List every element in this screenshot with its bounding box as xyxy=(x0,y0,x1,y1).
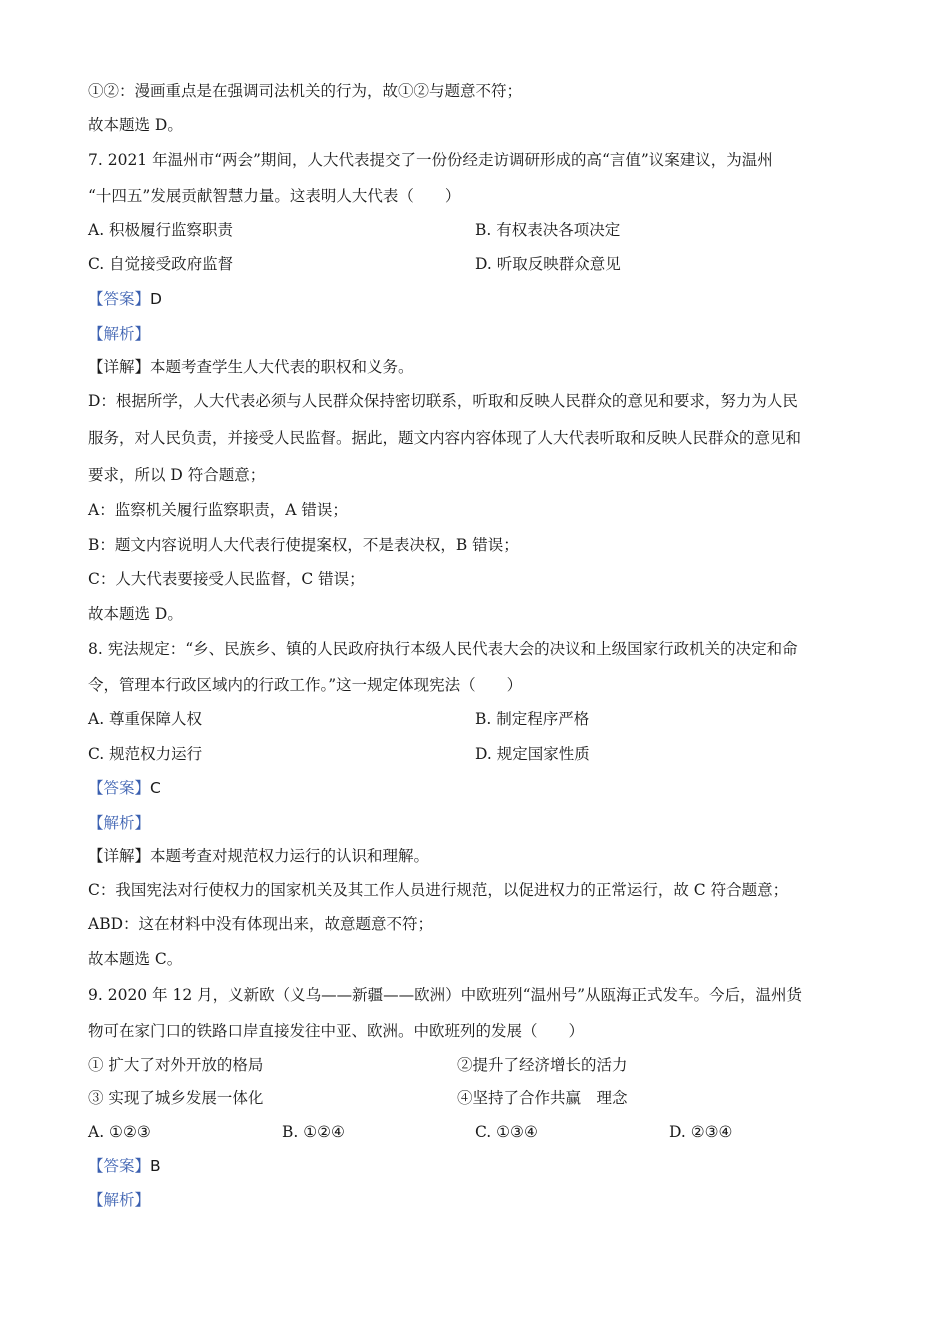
q7-option-a: A. 积极履行监察职责 xyxy=(88,221,234,239)
answer-label: 【答案】 xyxy=(88,1157,151,1175)
q6-analysis-line: ①②：漫画重点是在强调司法机关的行为，故①②与题意不符； xyxy=(88,82,523,100)
q7-analysis-line: 要求，所以 D 符合题意； xyxy=(88,466,266,484)
q6-conclusion: 故本题选 D。 xyxy=(88,116,183,134)
q8-stem-line-2: 令，管理本行政区域内的行政工作。”这一规定体现宪法（ ） xyxy=(88,676,523,694)
q7-option-d: D. 听取反映群众意见 xyxy=(475,255,621,273)
q7-analysis-line: C：人大代表要接受人民监督，C 错误； xyxy=(88,570,365,588)
answer-value: D xyxy=(150,290,162,308)
q9-analysis-label: 【解析】 xyxy=(88,1191,151,1209)
q8-detail xyxy=(88,845,429,867)
detail-label: 【详解】 xyxy=(88,847,151,865)
q8-answer xyxy=(88,777,161,799)
q7-analysis-line: A：监察机关履行监察职责，A 错误； xyxy=(88,501,348,519)
q7-answer xyxy=(88,288,162,310)
detail-label: 【详解】 xyxy=(88,358,151,376)
q7-analysis-label: 【解析】 xyxy=(88,325,151,343)
q7-analysis-line: D：根据所学，人大代表必须与人民群众保持密切联系，听取和反映人民群众的意见和要求，努力为人民 xyxy=(88,392,798,410)
q8-analysis-label: 【解析】 xyxy=(88,814,151,832)
answer-label: 【答案】 xyxy=(88,290,151,308)
q8-option-d: D. 规定国家性质 xyxy=(475,745,590,763)
q7-detail xyxy=(88,356,414,378)
q7-option-c: C. 自觉接受政府监督 xyxy=(88,255,234,273)
q8-option-a: A. 尊重保障人权 xyxy=(88,710,203,728)
q9-option-a: A. ①②③ xyxy=(88,1123,151,1141)
q8-stem-line-1: 8. 宪法规定：“乡、民族乡、镇的人民政府执行本级人民代表大会的决议和上级国家行政机关的决定和命 xyxy=(88,640,798,658)
q7-conclusion: 故本题选 D。 xyxy=(88,605,183,623)
q8-analysis-line: C：我国宪法对行使权力的国家机关及其工作人员进行规范，以促进权力的正常运行，故 C 符合题意； xyxy=(88,881,789,899)
q8-analysis-line: ABD：这在材料中没有体现出来，故意题意不符； xyxy=(88,915,434,933)
q9-option-d: D. ②③④ xyxy=(669,1123,733,1141)
q7-stem-line-1: 7. 2021 年温州市“两会”期间，人大代表提交了一份份经走访调研形成的高“言值”议案建议，为温州 xyxy=(88,151,773,169)
q7-analysis-line: B：题文内容说明人大代表行使提案权，不是表决权，B 错误； xyxy=(88,536,519,554)
q7-option-b: B. 有权表决各项决定 xyxy=(475,221,621,239)
q9-option-b: B. ①②④ xyxy=(282,1123,345,1141)
detail-text: 本题考查对规范权力运行的认识和理解。 xyxy=(150,847,430,865)
answer-value: B xyxy=(150,1157,161,1175)
q9-option-c: C. ①③④ xyxy=(475,1123,538,1141)
q9-statement-3: ③ 实现了城乡发展一体化 xyxy=(88,1089,264,1107)
q8-conclusion: 故本题选 C。 xyxy=(88,950,183,968)
detail-text: 本题考查学生人大代表的职权和义务。 xyxy=(150,358,414,376)
answer-label: 【答案】 xyxy=(88,779,151,797)
answer-value: C xyxy=(150,779,161,797)
q9-statement-4: ④坚持了合作共赢 理念 xyxy=(457,1089,628,1107)
q9-statement-1: ① 扩大了对外开放的格局 xyxy=(88,1056,264,1074)
q9-stem-line-1: 9. 2020 年 12 月，义新欧（义乌——新疆——欧洲）中欧班列“温州号”从瓯海正式发车。今后，温州货 xyxy=(88,986,803,1004)
q9-statement-2: ②提升了经济增长的活力 xyxy=(457,1056,628,1074)
q8-option-c: C. 规范权力运行 xyxy=(88,745,203,763)
q7-analysis-line: 服务，对人民负责，并接受人民监督。据此，题文内容内容体现了人大代表听取和反映人民群众的意见和 xyxy=(88,429,802,447)
q7-stem-line-2: “十四五”发展贡献智慧力量。这表明人大代表（ ） xyxy=(88,187,461,205)
q9-answer xyxy=(88,1155,161,1177)
q9-stem-line-2: 物可在家门口的铁路口岸直接发往中亚、欧洲。中欧班列的发展（ ） xyxy=(88,1022,585,1040)
q8-option-b: B. 制定程序严格 xyxy=(475,710,590,728)
